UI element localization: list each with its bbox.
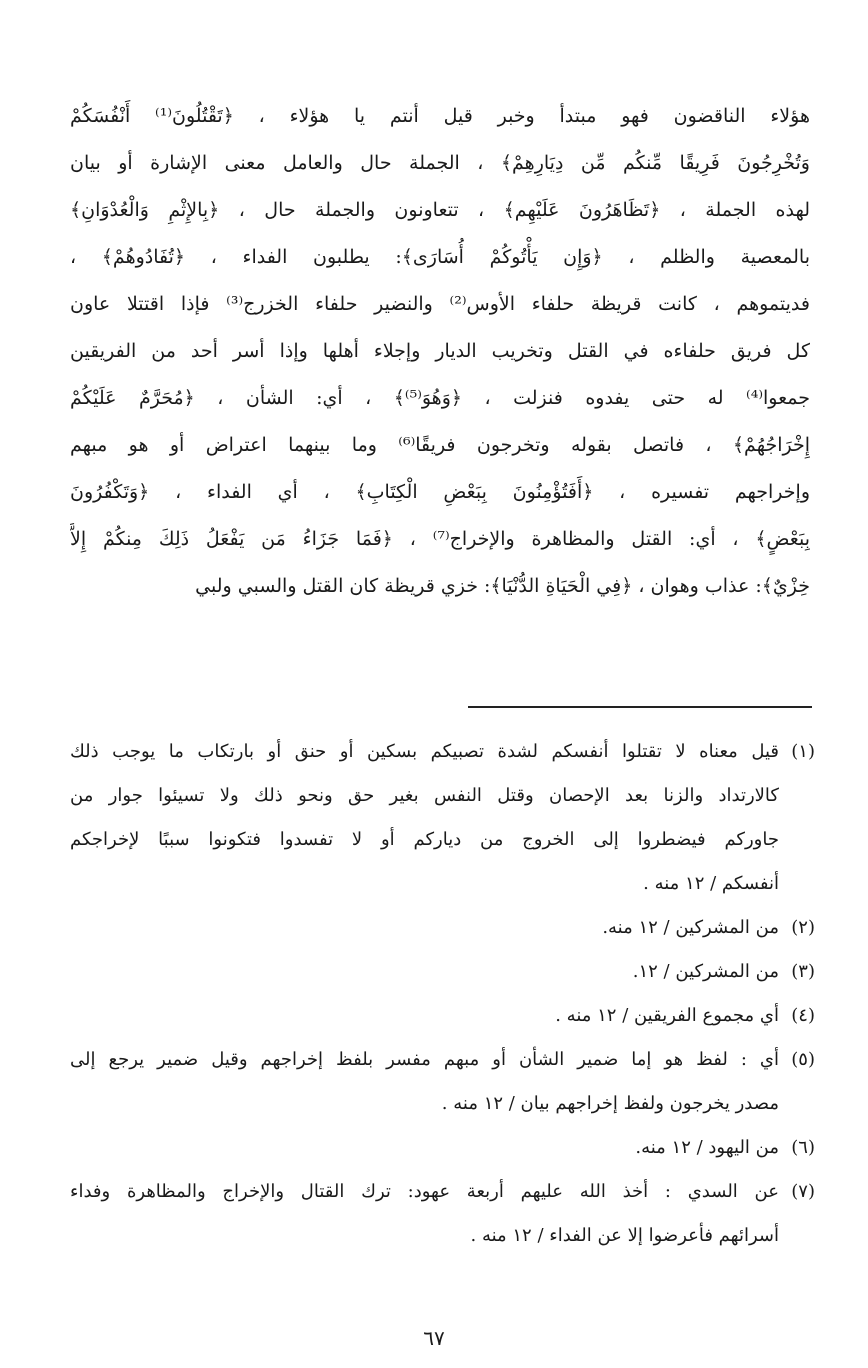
footnote-line: من المشركين / ١٢. <box>632 961 779 982</box>
text-line: فديتموهم ، كانت قريظة حلفاء الأوس⁽²⁾ والنضير حلفاء الخزرج⁽³⁾ فإذا اقتتلا عاون <box>70 293 810 315</box>
footnote-line: أنفسكم / ١٢ منه . <box>643 873 779 894</box>
footnote <box>70 1038 815 1126</box>
footnote-number: (٢) <box>791 917 815 938</box>
footnote <box>70 1126 815 1170</box>
footnote-line: أي : لفظ هو إما ضمير الشأن أو مبهم مفسر بلفظ إخراجهم وقيل ضمير يرجع إلى <box>70 1049 779 1070</box>
text-line: هؤلاء الناقضون فهو مبتدأ وخبر قيل أنتم يا هؤلاء ، ﴿تَقْتُلُونَ⁽¹⁾ أَنْفُسَكُمْ <box>70 105 810 127</box>
footnote-number: (٥) <box>791 1049 815 1070</box>
footnote-line: مصدر يخرجون ولفظ إخراجهم بيان / ١٢ منه . <box>441 1093 779 1114</box>
text-line: لهذه الجملة ، ﴿تَظَاهَرُونَ عَلَيْهِم﴾ ، تتعاونون والجملة حال ، ﴿بِالإِثْمِ وَالْعُدْوَانِ﴾ <box>70 199 810 221</box>
footnote <box>70 906 815 950</box>
text-line: خِزْيٌ﴾: عذاب وهوان ، ﴿فِي الْحَيَاةِ الدُّنْيَا﴾: خزي قريظة كان القتل والسبي ولبي <box>195 575 810 597</box>
page-number: ٦٧ <box>423 1326 445 1350</box>
footnote-line: من اليهود / ١٢ منه. <box>635 1137 779 1158</box>
footnote <box>70 730 815 906</box>
footnote-line: عن السدي : أخذ الله عليهم أربعة عهود: ترك القتال والإخراج والمظاهرة وفداء <box>70 1181 779 1202</box>
text-line: وإخراجهم تفسيره ، ﴿أَفَتُؤْمِنُونَ بِبَعْضِ الْكِتَابِ﴾ ، أي الفداء ، ﴿وَتَكْفُرُونَ <box>70 481 810 503</box>
footnote-line: أي مجموع الفريقين / ١٢ منه . <box>555 1005 779 1026</box>
text-line: بِبَعْضٍ﴾ ، أي: القتل والمظاهرة والإخراج⁽⁷⁾ ، ﴿فَمَا جَزَاءُ مَن يَفْعَلُ ذَلِكَ مِنكُمْ إِلاَّ <box>70 528 810 550</box>
text-line: كل فريق حلفاءه في القتل وتخريب الديار وإجلاء أهلها وإذا أسر أحد من الفريقين <box>70 340 810 362</box>
footnote-number: (٤) <box>791 1005 815 1026</box>
footnotes <box>70 730 815 1258</box>
footnote-line: أسرائهم فأعرضوا إلا عن الفداء / ١٢ منه . <box>470 1225 779 1246</box>
main-text <box>70 93 810 610</box>
footnote <box>70 994 815 1038</box>
footnote-number: (٦) <box>791 1137 815 1158</box>
footnote-line: من المشركين / ١٢ منه. <box>602 917 779 938</box>
footnote-line: جاوركم فيضطروا إلى الخروج من دياركم أو لا تفسدوا فتكونوا سببًا لإخراجكم <box>70 829 779 850</box>
footnote <box>70 950 815 994</box>
footnote-number: (٣) <box>791 961 815 982</box>
text-line: بالمعصية والظلم ، ﴿وَإِن يَأْتُوكُمْ أُسَارَى﴾: يطلبون الفداء ، ﴿تُفَادُوهُمْ﴾ ، <box>70 246 810 268</box>
footnote-number: (٧) <box>791 1181 815 1202</box>
text-line: وَتُخْرِجُونَ فَرِيقًا مِّنكُم مِّن دِيَارِهِمْ﴾ ، الجملة حال والعامل معنى الإشارة أو بيان <box>70 152 810 174</box>
footnote-line: قيل معناه لا تقتلوا أنفسكم لشدة تصبيكم بسكين أو حنق أو بارتكاب ما يوجب ذلك <box>70 741 779 762</box>
footnote-separator <box>468 706 812 708</box>
footnote <box>70 1170 815 1258</box>
footnote-line: كالارتداد والزنا بعد الإحصان وقتل النفس بغير حق ونحو ذلك ولا تسيئوا جوار من <box>70 785 779 806</box>
footnote-number: (١) <box>791 741 815 762</box>
text-line: جمعوا⁽⁴⁾ له حتى يفدوه فنزلت ، ﴿وَهُوَ⁽⁵⁾﴾ ، أي: الشأن ، ﴿مُحَرَّمٌ عَلَيْكُمْ <box>70 387 810 409</box>
text-line: إِخْرَاجُهُمْ﴾ ، فاتصل بقوله وتخرجون فريقًا⁽⁶⁾ وما بينهما اعتراض أو هو مبهم <box>70 434 810 456</box>
